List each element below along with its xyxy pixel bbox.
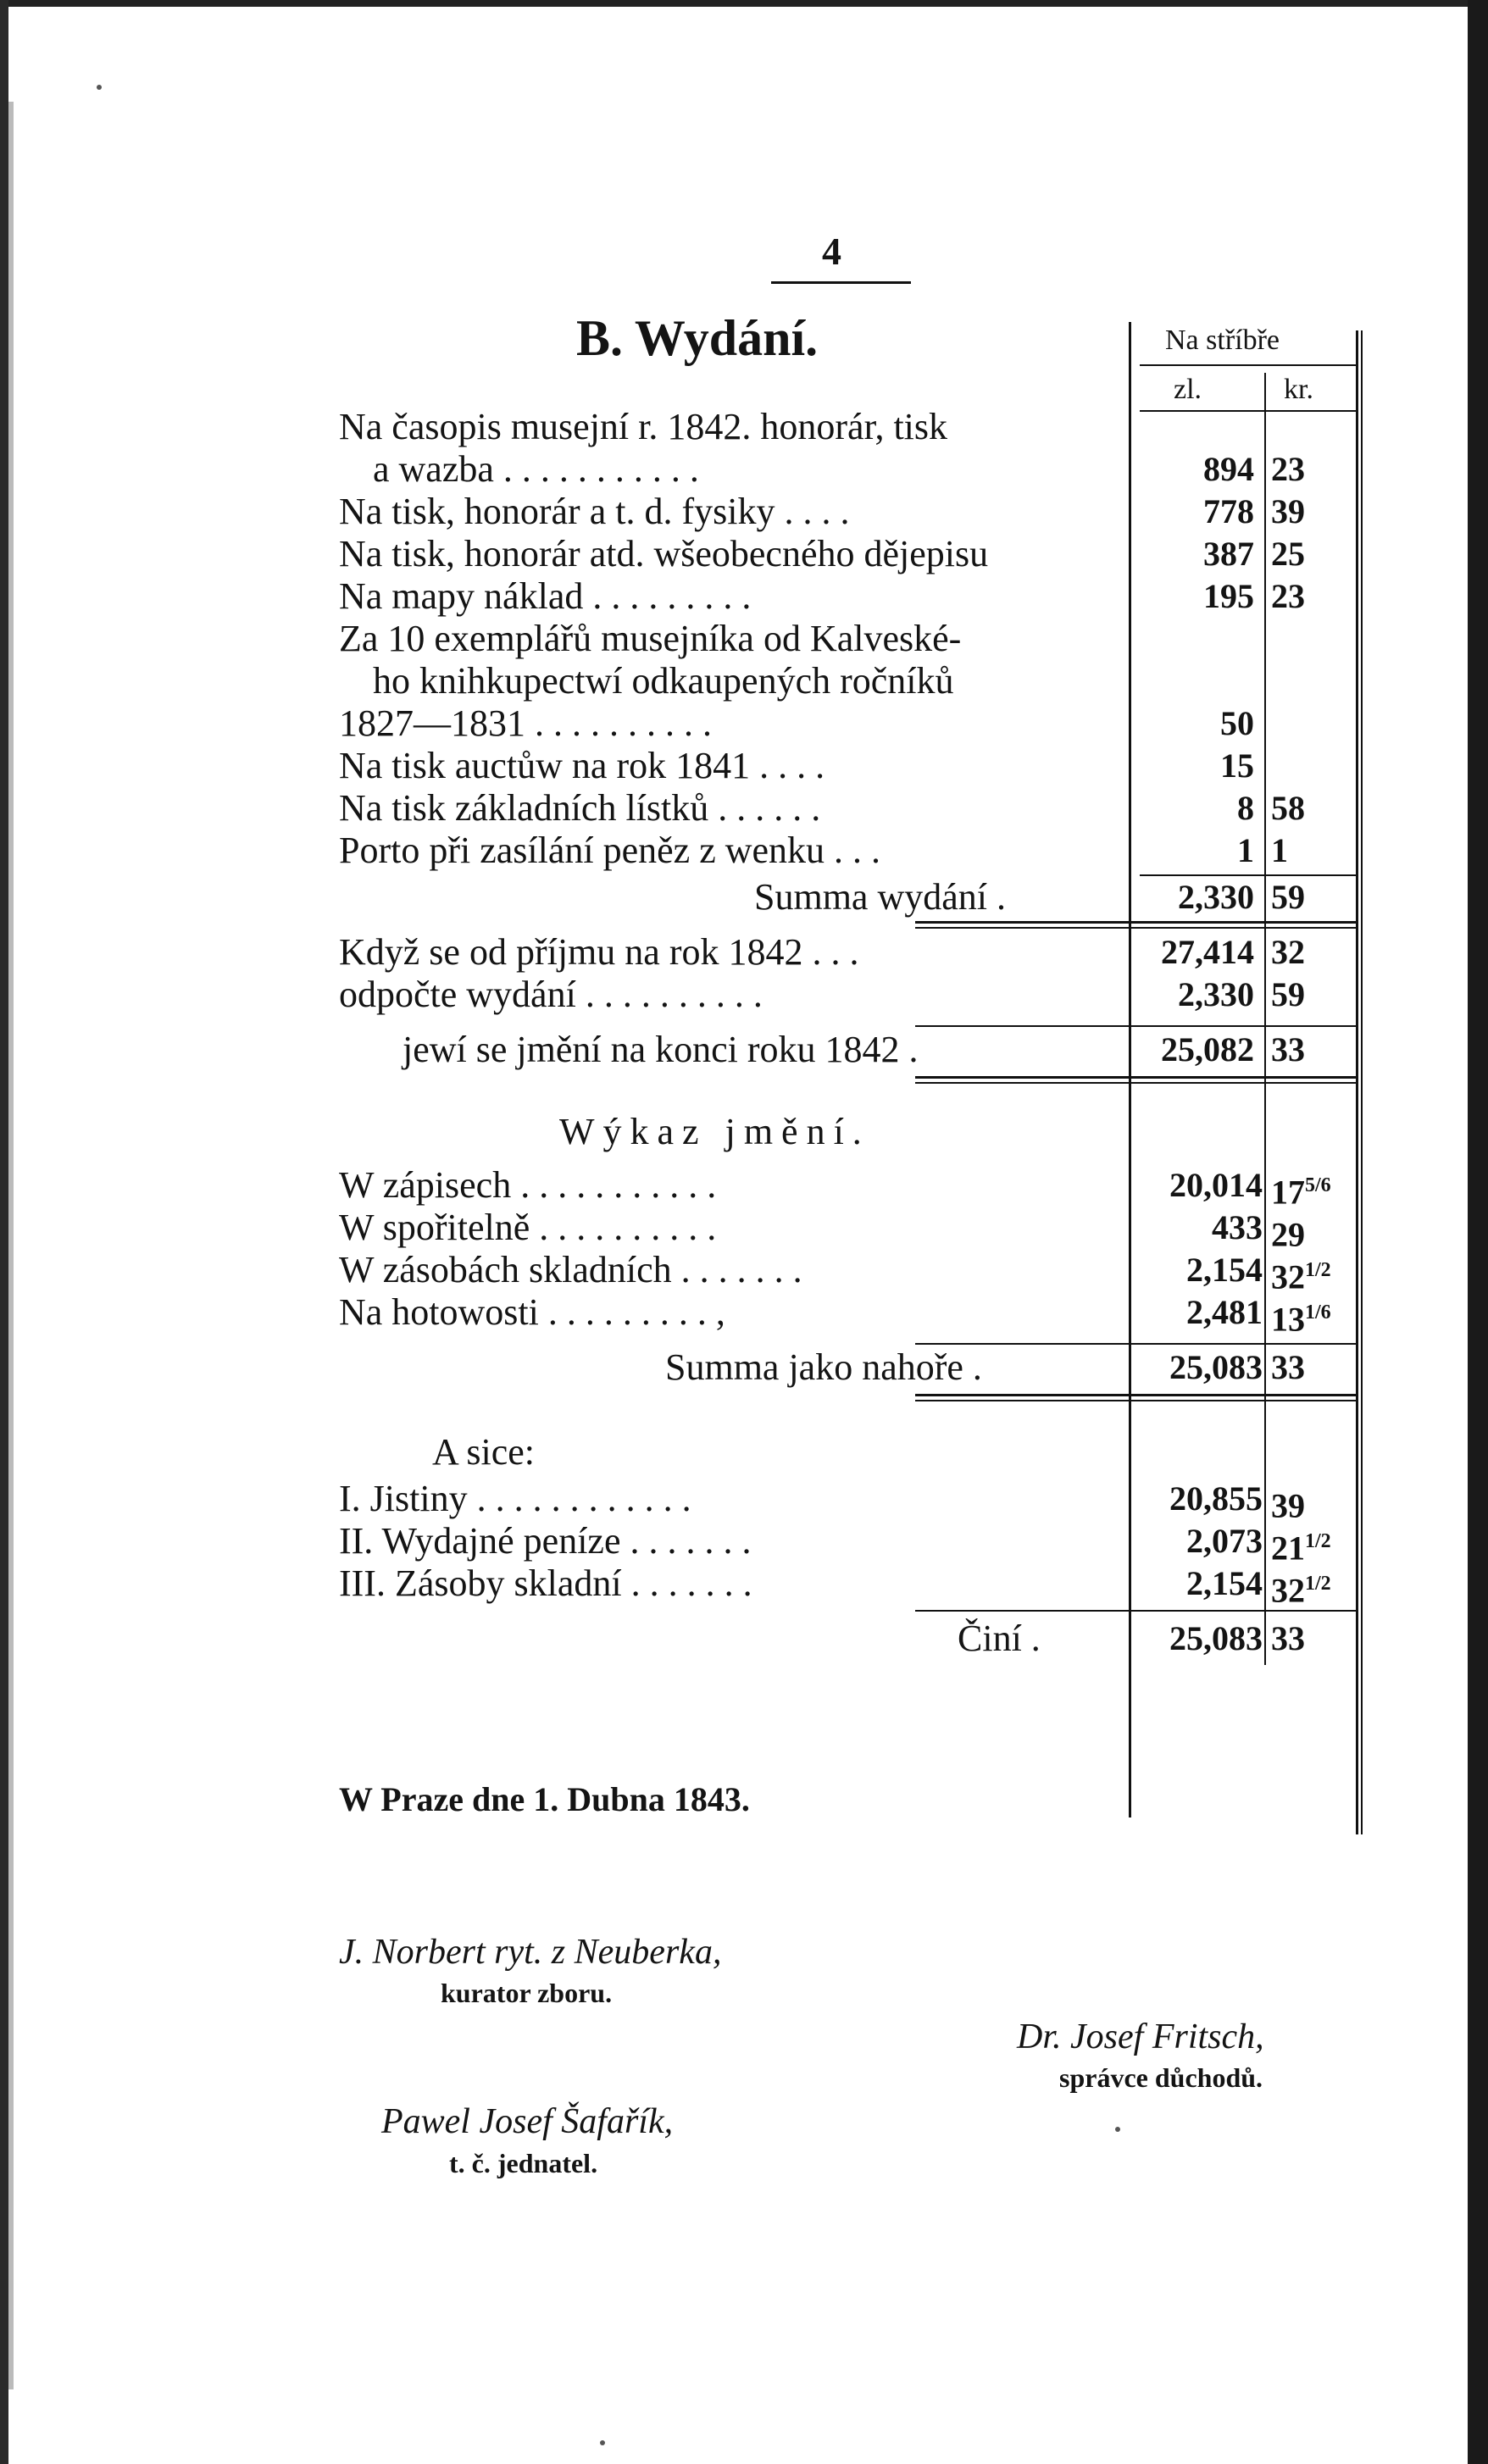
wykaz-kr: $17^{5/6}$	[1271, 1173, 1331, 1212]
wykaz-zl: 2,481	[1186, 1293, 1263, 1331]
asice-label: III. Zásoby skladní . . . . . . .	[339, 1562, 752, 1604]
result-label: jewí se jmění na konci roku 1842 .	[403, 1029, 919, 1070]
expense-zl: 894	[1203, 450, 1254, 488]
asice-kr: $32^{1/2}$	[1271, 1571, 1331, 1610]
wykaz-kr: $13^{1/6}$	[1271, 1300, 1331, 1339]
table-right-rule-double	[1361, 330, 1363, 1834]
expense-label: Na tisk, honorár atd. wšeobecného dějepisu	[339, 533, 989, 574]
expense-kr: 39	[1271, 492, 1305, 530]
expense-zl: 1	[1237, 831, 1254, 869]
expense-label: Porto při zasílání peněz z wenku . . .	[339, 830, 881, 871]
scan-border-right	[1468, 0, 1488, 2464]
asice-label: I. Jistiny . . . . . . . . . . . .	[339, 1478, 691, 1519]
wykaz-zl: 433	[1212, 1208, 1263, 1246]
sum-rule	[915, 1343, 1356, 1345]
wykaz-kr: $32^{1/2}$	[1271, 1257, 1331, 1296]
expense-label: Na tisk, honorár a t. d. fysiky . . . .	[339, 491, 850, 532]
asice-title: A sice:	[432, 1431, 535, 1473]
double-rule	[915, 927, 1356, 929]
result-rule	[915, 1025, 1356, 1027]
expense-label: Na časopis musejní r. 1842. honorár, tisk	[339, 406, 948, 447]
expense-kr: 25	[1271, 535, 1305, 573]
expense-kr: 23	[1271, 577, 1305, 615]
table-right-rule	[1356, 330, 1358, 1834]
wykaz-label: W zápisech . . . . . . . . . . .	[339, 1164, 717, 1206]
expense-zl: 778	[1203, 492, 1254, 530]
expense-label: Na tisk auctůw na rok 1841 . . . .	[339, 745, 825, 786]
expense-label-cont: a wazba . . . . . . . . . . .	[373, 448, 699, 490]
column-header-zl: zl.	[1174, 374, 1202, 405]
expense-kr: 23	[1271, 450, 1305, 488]
column-group-header: Na stříbře	[1165, 325, 1280, 356]
expense-zl: 195	[1203, 577, 1254, 615]
signature-name: Dr. Josef Fritsch,	[1017, 2017, 1264, 2056]
sum-expenses-label: Summa wydání .	[754, 876, 1006, 918]
scan-speck	[97, 85, 102, 90]
signature-name: J. Norbert ryt. z Neuberka,	[339, 1933, 722, 1972]
double-rule	[915, 921, 1356, 924]
place-date: W Praze dne 1. Dubna 1843.	[339, 1780, 750, 1818]
sum-wykaz-kr: 33	[1271, 1348, 1305, 1386]
wykaz-title: Wýkaz jmění.	[559, 1111, 870, 1152]
double-rule	[915, 1082, 1356, 1084]
asice-zl: 2,073	[1186, 1522, 1263, 1560]
cini-zl: 25,083	[1169, 1619, 1263, 1657]
expense-zl: 15	[1220, 746, 1254, 785]
asice-zl: 2,154	[1186, 1564, 1263, 1602]
wykaz-zl: 20,014	[1169, 1166, 1263, 1204]
signature-name: Pawel Josef Šafařík,	[381, 2102, 674, 2141]
asice-kr: 39	[1271, 1486, 1305, 1525]
signature-role: správce důchodů.	[1059, 2062, 1263, 2093]
expense-kr: 58	[1271, 789, 1305, 827]
wykaz-zl: 2,154	[1186, 1251, 1263, 1289]
asice-kr: $21^{1/2}$	[1271, 1529, 1331, 1568]
page-number-rule	[771, 281, 911, 284]
asice-zl: 20,855	[1169, 1479, 1263, 1518]
scan-speck	[1115, 2127, 1120, 2132]
expense-label-cont: ho knihkupectwí odkaupených ročníků	[373, 660, 954, 702]
expense-zl: 8	[1237, 789, 1254, 827]
expense-label: Za 10 exemplářů musejníka od Kalveské-	[339, 618, 962, 659]
scan-border-left	[0, 0, 8, 2464]
minus-label: odpočte wydání . . . . . . . . . .	[339, 974, 763, 1015]
expense-label: Na mapy náklad . . . . . . . . .	[339, 575, 752, 617]
table-column-divider	[1264, 373, 1266, 1665]
sum-rule	[1140, 874, 1356, 876]
double-rule	[915, 1400, 1356, 1401]
section-heading: B. Wydání.	[576, 310, 819, 366]
income-zl: 27,414	[1161, 933, 1254, 971]
sum-expenses-zl: 2,330	[1178, 878, 1254, 916]
wykaz-label: Na hotowosti . . . . . . . . . ,	[339, 1291, 725, 1333]
minus-kr: 59	[1271, 975, 1305, 1013]
cini-label: Činí .	[958, 1618, 1041, 1659]
expense-zl: 50	[1220, 704, 1254, 742]
expense-label-cont: 1827—1831 . . . . . . . . . .	[339, 702, 712, 744]
expense-label: Na tisk základních lístků . . . . . .	[339, 787, 821, 829]
wykaz-label: W zásobách skladních . . . . . . .	[339, 1249, 802, 1290]
wykaz-label: W spořitelně . . . . . . . . . .	[339, 1207, 717, 1248]
sum-expenses-kr: 59	[1271, 878, 1305, 916]
income-kr: 32	[1271, 933, 1305, 971]
signature-role: t. č. jednatel.	[449, 2148, 598, 2178]
sum-wykaz-label: Summa jako nahoře .	[665, 1346, 982, 1388]
header-rule	[1140, 364, 1356, 366]
scan-shadow-left	[8, 102, 14, 2389]
wykaz-kr: 29	[1271, 1215, 1305, 1254]
page-number: 4	[822, 230, 841, 273]
minus-zl: 2,330	[1178, 975, 1254, 1013]
result-kr: 33	[1271, 1030, 1305, 1068]
double-rule	[915, 1394, 1356, 1396]
asice-label: II. Wydajné peníze . . . . . . .	[339, 1520, 752, 1562]
sum-rule	[915, 1610, 1356, 1612]
column-header-kr: kr.	[1284, 374, 1313, 405]
header-rule-bottom	[1140, 410, 1356, 412]
sum-wykaz-zl: 25,083	[1169, 1348, 1263, 1386]
double-rule	[915, 1076, 1356, 1079]
result-zl: 25,082	[1161, 1030, 1254, 1068]
cini-kr: 33	[1271, 1619, 1305, 1657]
expense-kr: 1	[1271, 831, 1288, 869]
scan-speck	[600, 2440, 605, 2445]
scan-border-top	[0, 0, 1468, 7]
income-label: Když se od příjmu na rok 1842 . . .	[339, 931, 859, 973]
signature-role: kurator zboru.	[441, 1978, 613, 2008]
expense-zl: 387	[1203, 535, 1254, 573]
